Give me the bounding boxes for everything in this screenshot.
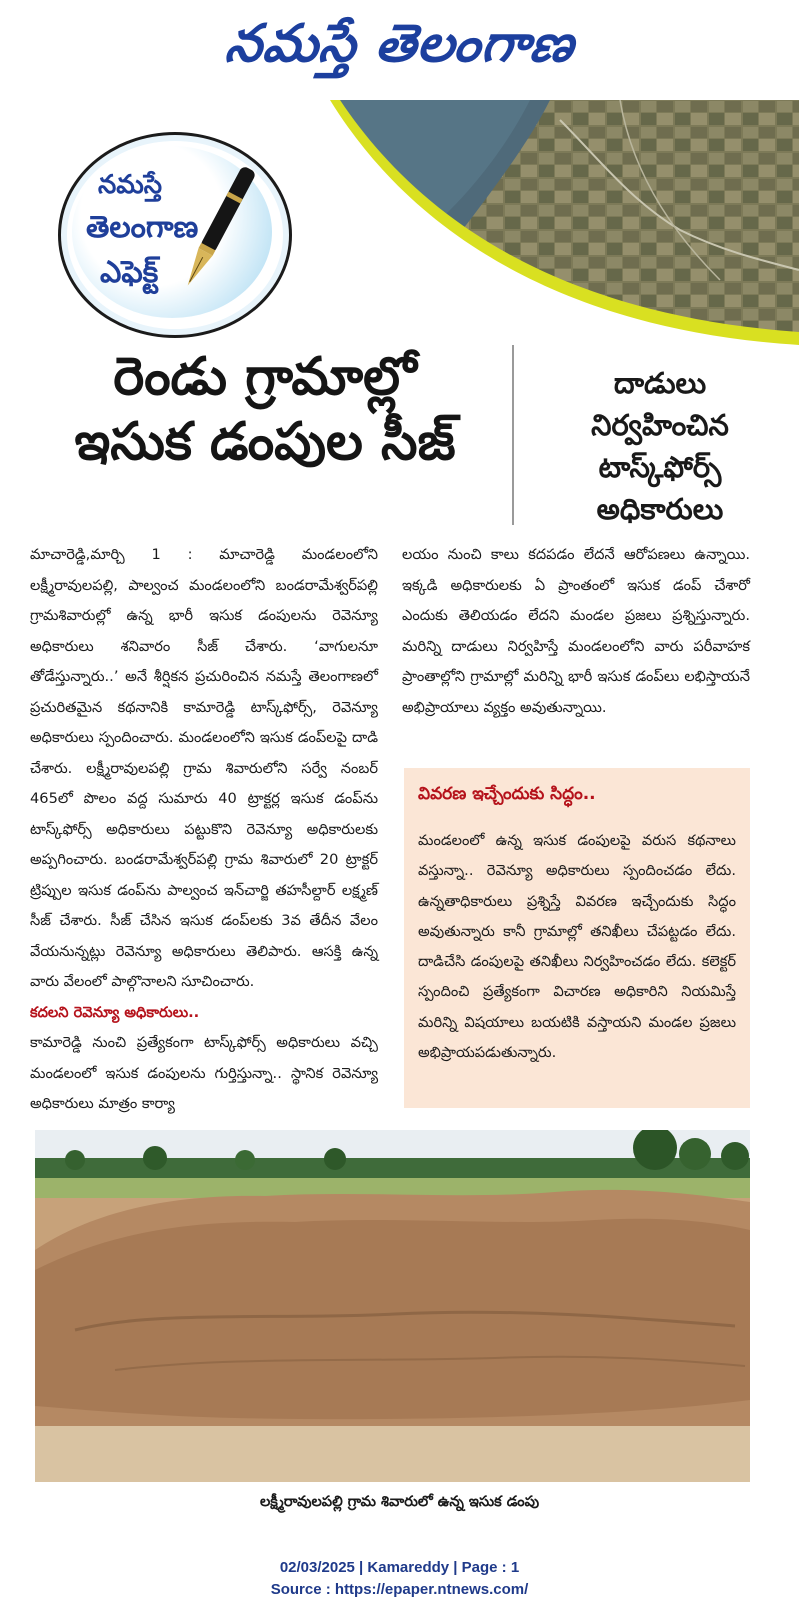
photo-caption: లక్ష్మీరావులపల్లి గ్రామ శివారులో ఉన్న ఇసుక డంపు xyxy=(259,1494,540,1510)
headline-line1: రెండు గ్రామాల్లో xyxy=(113,347,417,407)
badge-line2: తెలంగాణ xyxy=(86,210,199,245)
article-column-1 xyxy=(30,540,378,1120)
fountain-pen-icon xyxy=(170,160,260,305)
badge-line1: నమస్తే xyxy=(98,170,163,200)
article-paragraph-3: లయం నుంచి కాలు కదపడం లేదనే ఆరోపణలు ఉన్నాయి. ఇక్కడి అధికారులకు ఏ ప్రాంతంలో ఇసుక డంప్ చేశారో ఎందుకు తెలియడం లేదని మండల ప్రజలు ప్రశ్నిస్తున్నారు. మరిన్ని దాడులు నిర్వహిస్తే మండలంలోని వారు పరీవాహక ప్రాంతాల్లోని గ్రామాల్లో మరిన్ని భారీ ఇసుక డంప్‌లు లభిస్తాయనే అభిప్రాయాలు వ్యక్తం అవుతున్నాయి. xyxy=(402,546,750,716)
box-heading: వివరణ ఇచ్చేందుకు సిద్ధం.. xyxy=(418,784,596,804)
article-paragraph-2: కామారెడ్డి నుంచి ప్రత్యేకంగా టాస్క్‌ఫోర్స్ అధికారులు వచ్చి మండలంలో ఇసుక డంపులను గుర్తిస్తున్నా.. స్థానిక రెవెన్యూ అధికారులు మాత్రం కార్యా xyxy=(30,1034,378,1112)
footer-date-edition: 02/03/2025 | Kamareddy | Page : 1 xyxy=(279,1559,520,1576)
page-footer xyxy=(0,1557,799,1601)
side-headline-line3: టాస్క్‌ఫోర్స్ xyxy=(598,450,722,485)
headline-line2: ఇసుక డంపుల సీజ్ xyxy=(74,412,456,472)
side-headline-line4: అధికారులు xyxy=(596,492,724,527)
article-subhead: కదలని రెవెన్యూ అధికారులు.. xyxy=(30,1003,200,1021)
headline xyxy=(20,345,510,475)
sand-dump-photo xyxy=(35,1130,750,1482)
badge-line3: ఎఫెక్ట్ xyxy=(100,255,159,290)
vertical-divider xyxy=(512,345,514,525)
sand-dump-image xyxy=(35,1130,750,1482)
aerial-image xyxy=(300,100,799,345)
side-headline-line1: దాడులు xyxy=(613,366,707,400)
box-body: మండలంలో ఉన్న ఇసుక డంపులపై వరుస కథనాలు వస్తున్నా.. రెవెన్యూ అధికారులు స్పందించడం లేదు. ఉన్నతాధికారులు ప్రశ్నిస్తే వివరణ ఇచ్చేందుకు సిద్ధం అవుతున్నారు కానీ గ్రామాల్లో తనిఖీలు చేపట్టడం లేదు. దాడిచేసి డంపులపై తనిఖీలు నిర్వహించడం లేదు. కలెక్టర్ స్పందించి ప్రత్యేకంగా విచారణ అధికారిని నియమిస్తే మరిన్ని విషయాలు బయటికి వస్తాయని మండల ప్రజలు అభిప్రాయపడుతున్నారు. xyxy=(418,832,736,1062)
side-headline-line2: నిర్వహించిన xyxy=(591,408,729,443)
masthead xyxy=(0,0,799,100)
newspaper-title: నమస్తే తెలంగాణ xyxy=(222,13,578,74)
side-headline xyxy=(525,362,795,530)
aerial-photo xyxy=(300,100,799,345)
article-paragraph-1: మాచారెడ్డి,మార్చి 1 : మాచారెడ్డి మండలంలోని లక్ష్మీరావులపల్లి, పాల్వంచ మండలంలోని బండరామేశ్వర్‌పల్లి గ్రామశివారుల్లో ఉన్న భారీ ఇసుక డంపులను రెవెన్యూ అధికారులు శనివారం సీజ్ చేశారు. ‘వాగులనూ తోడేస్తున్నారు..’ అనే శీర్షికన ప్రచురించిన నమస్తే తెలంగాణలో ప్రచురితమైన కథనానికి కామారెడ్డి టాస్క్‌ఫోర్స్, రెవెన్యూ అధికారులు స్పందించారు. మండలంలోని ఇసుక డంప్‌లపై దాడి చేశారు. లక్ష్మీరావులపల్లి గ్రామ శివారులోని సర్వే నంబర్ 465లో పొలం వద్ద సుమారు 40 ట్రాక్టర్ల ఇసుక డంప్‌ను టాస్క్‌ఫోర్స్ అధికారులు పట్టుకొని రెవెన్యూ అధికారులకు అప్పగించారు. బండరామేశ్వర్‌పల్లి గ్రామ శివారులో 20 ట్రాక్టర్ ట్రిప్పుల ఇసుక డంప్‌ను పాల్వంచ ఇన్‌చార్జి తహసీల్దార్ లక్ష్మణ్ సీజ్ చేశారు. సీజ్ చేసిన ఇసుక డంప్‌లకు 3వ తేదీన వేలం వేయనున్నట్లు రెవెన్యూ అధికారులు తెలిపారు. ఆసక్తి ఉన్న వారు వేలంలో పాల్గొనాలని సూచించారు. xyxy=(30,546,378,990)
footer-source-link[interactable]: Source : https://epaper.ntnews.com/ xyxy=(270,1581,529,1598)
article-column-2 xyxy=(402,540,750,723)
explanation-box xyxy=(404,768,750,1108)
